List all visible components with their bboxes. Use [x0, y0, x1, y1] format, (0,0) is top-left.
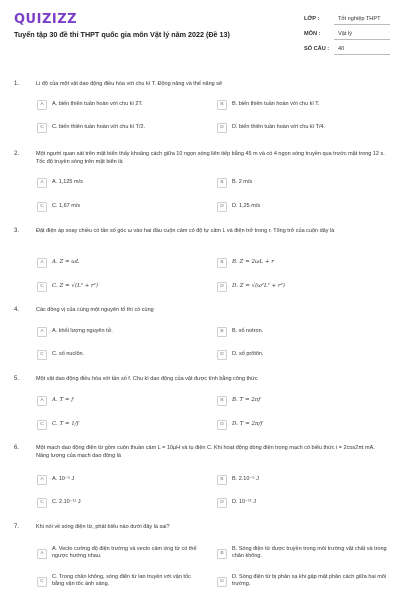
mon-underline [334, 39, 390, 40]
mon-label: MÔN : [304, 31, 321, 37]
socau-value: 40 [338, 46, 345, 52]
question-text: Một mạch dao động điện từ gồm cuộn thuần cảm L = 10μH và tụ điện C. Khi hoạt động dòng điện trong mạch có biểu thức i = 2cos2πt mA. Năng lượng của mạch dao động là [36, 445, 375, 459]
option-text: B. Sóng điện từ được truyền trong môi trường vật chất và trong chân không. [232, 546, 387, 559]
option-letter-box: C [37, 577, 47, 587]
socau-underline [334, 54, 390, 55]
option-letter-box: A [37, 100, 47, 110]
option-text: D. Z = √(ω²L² + r²) [232, 283, 285, 289]
question-text: Một vật dao động điều hòa với tần số f. Chu kì dao động của vật được tính bằng công thức [36, 376, 258, 382]
option-letter-box: D [217, 123, 227, 133]
option-letter-box: B [217, 258, 227, 268]
mon-value: Vật lý [338, 31, 352, 37]
question-number: 4. [14, 307, 20, 313]
option-letter-box: C [37, 202, 47, 212]
option-text: A. Z = ωL [52, 259, 80, 265]
option-text: C. Trong chân không, sóng điện từ lan truyền với vận tốc bằng vận tốc ánh sáng. [52, 574, 191, 587]
option-letter-box: D [217, 498, 227, 508]
option-text: D. số prôtôn. [232, 351, 264, 357]
question-number: 6. [14, 445, 20, 451]
question-text: Đặt điện áp xoay chiều có tần số góc ω vào hai đầu cuộn cảm có độ tự cảm L và điện trở trong r. Tổng trở của cuộn dây là [36, 228, 335, 234]
question-number: 1. [14, 81, 20, 87]
option-letter-box: B [217, 327, 227, 337]
option-text: C. T = 1/f [52, 421, 79, 427]
option-text: A. Vecto cường độ điện trường và vecto cảm ứng từ có thể ngược hướng nhau. [52, 546, 197, 559]
option-text: B. 2.10⁻⁵ J [232, 476, 259, 482]
page-title: Tuyển tập 30 đề thi THPT quốc gia môn Vật lý năm 2022 (Đề 13) [14, 30, 230, 39]
option-letter-box: D [217, 202, 227, 212]
option-text: C. 1,67 m/s [52, 203, 81, 209]
option-letter-box: D [217, 577, 227, 587]
option-letter-box: A [37, 178, 47, 188]
option-letter-box: C [37, 350, 47, 360]
option-letter-box: B [217, 396, 227, 406]
option-text: B. T = 2πf [232, 397, 261, 403]
lop-label: LỚP : [304, 16, 320, 22]
option-letter-box: A [37, 549, 47, 559]
option-text: D. 10⁻¹¹ J [232, 499, 256, 505]
lop-underline [334, 24, 390, 25]
option-text: C. biến thiên tuần hoàn với chu kì T/2. [52, 124, 146, 130]
option-text: A. biến thiên tuần hoàn với chu kì 2T. [52, 101, 143, 107]
question-text: Các đồng vị của cùng một nguyên tố thì có cùng [36, 307, 154, 313]
option-text: D. biến thiên tuần hoàn với chu kì T/4. [232, 124, 326, 130]
option-text: D. 1,25 m/s [232, 203, 261, 209]
option-text: C. Z = √(L² + r²) [52, 283, 99, 289]
option-letter-box: C [37, 282, 47, 292]
socau-label: SỐ CÂU : [304, 46, 330, 52]
option-letter-box: A [37, 327, 47, 337]
option-text: C. 2.10⁻¹¹ J [52, 499, 81, 505]
lop-value: Tốt nghiệp THPT [338, 16, 381, 22]
question-number: 2. [14, 151, 20, 157]
question-number: 3. [14, 228, 20, 234]
option-text: A. 1,125 m/s [52, 179, 83, 185]
quizizz-logo: QUIZIZZ [14, 12, 78, 27]
option-letter-box: B [217, 549, 227, 559]
option-text: B. biến thiên tuần hoàn với chu kì T. [232, 101, 320, 107]
question-text: Khi nói về sóng điện từ, phát biểu nào dưới đây là sai? [36, 524, 170, 530]
option-text: A. T = f [52, 397, 74, 403]
option-letter-box: D [217, 350, 227, 360]
option-letter-box: C [37, 123, 47, 133]
option-text: A. 10⁻⁵ J [52, 476, 75, 482]
option-letter-box: B [217, 475, 227, 485]
option-letter-box: B [217, 100, 227, 110]
option-letter-box: C [37, 420, 47, 430]
option-letter-box: A [37, 258, 47, 268]
question-text: Một người quan sát trên mặt biển thấy khoảng cách giữa 10 ngọn sóng liên tiếp bằng 45 m và có 4 ngọn sóng truyền qua trước mặt trong 12 s. Tốc độ truyền sóng trên mặt biển là [36, 151, 385, 165]
question-number: 5. [14, 376, 20, 382]
option-letter-box: A [37, 396, 47, 406]
option-text: C. số nuclôn. [52, 351, 85, 357]
option-text: B. số notron. [232, 328, 264, 334]
question-number: 7. [14, 524, 20, 530]
option-text: B. Z = 2ωL + r [232, 259, 274, 265]
option-text: D. T = 2π/f [232, 421, 263, 427]
option-letter-box: C [37, 498, 47, 508]
option-text: A. khối lượng nguyên tử. [52, 328, 113, 334]
option-text: B. 2 m/s [232, 179, 253, 185]
option-letter-box: A [37, 475, 47, 485]
option-letter-box: D [217, 420, 227, 430]
header [0, 0, 400, 62]
option-letter-box: B [217, 178, 227, 188]
question-text: Li độ của một vật dao động điều hòa với chu kì T. Động năng và thế năng sẽ [36, 81, 223, 87]
option-letter-box: D [217, 282, 227, 292]
option-text: D. Sóng điện từ bị phản xạ khi gặp mặt phân cách giữa hai môi trường. [232, 574, 387, 587]
